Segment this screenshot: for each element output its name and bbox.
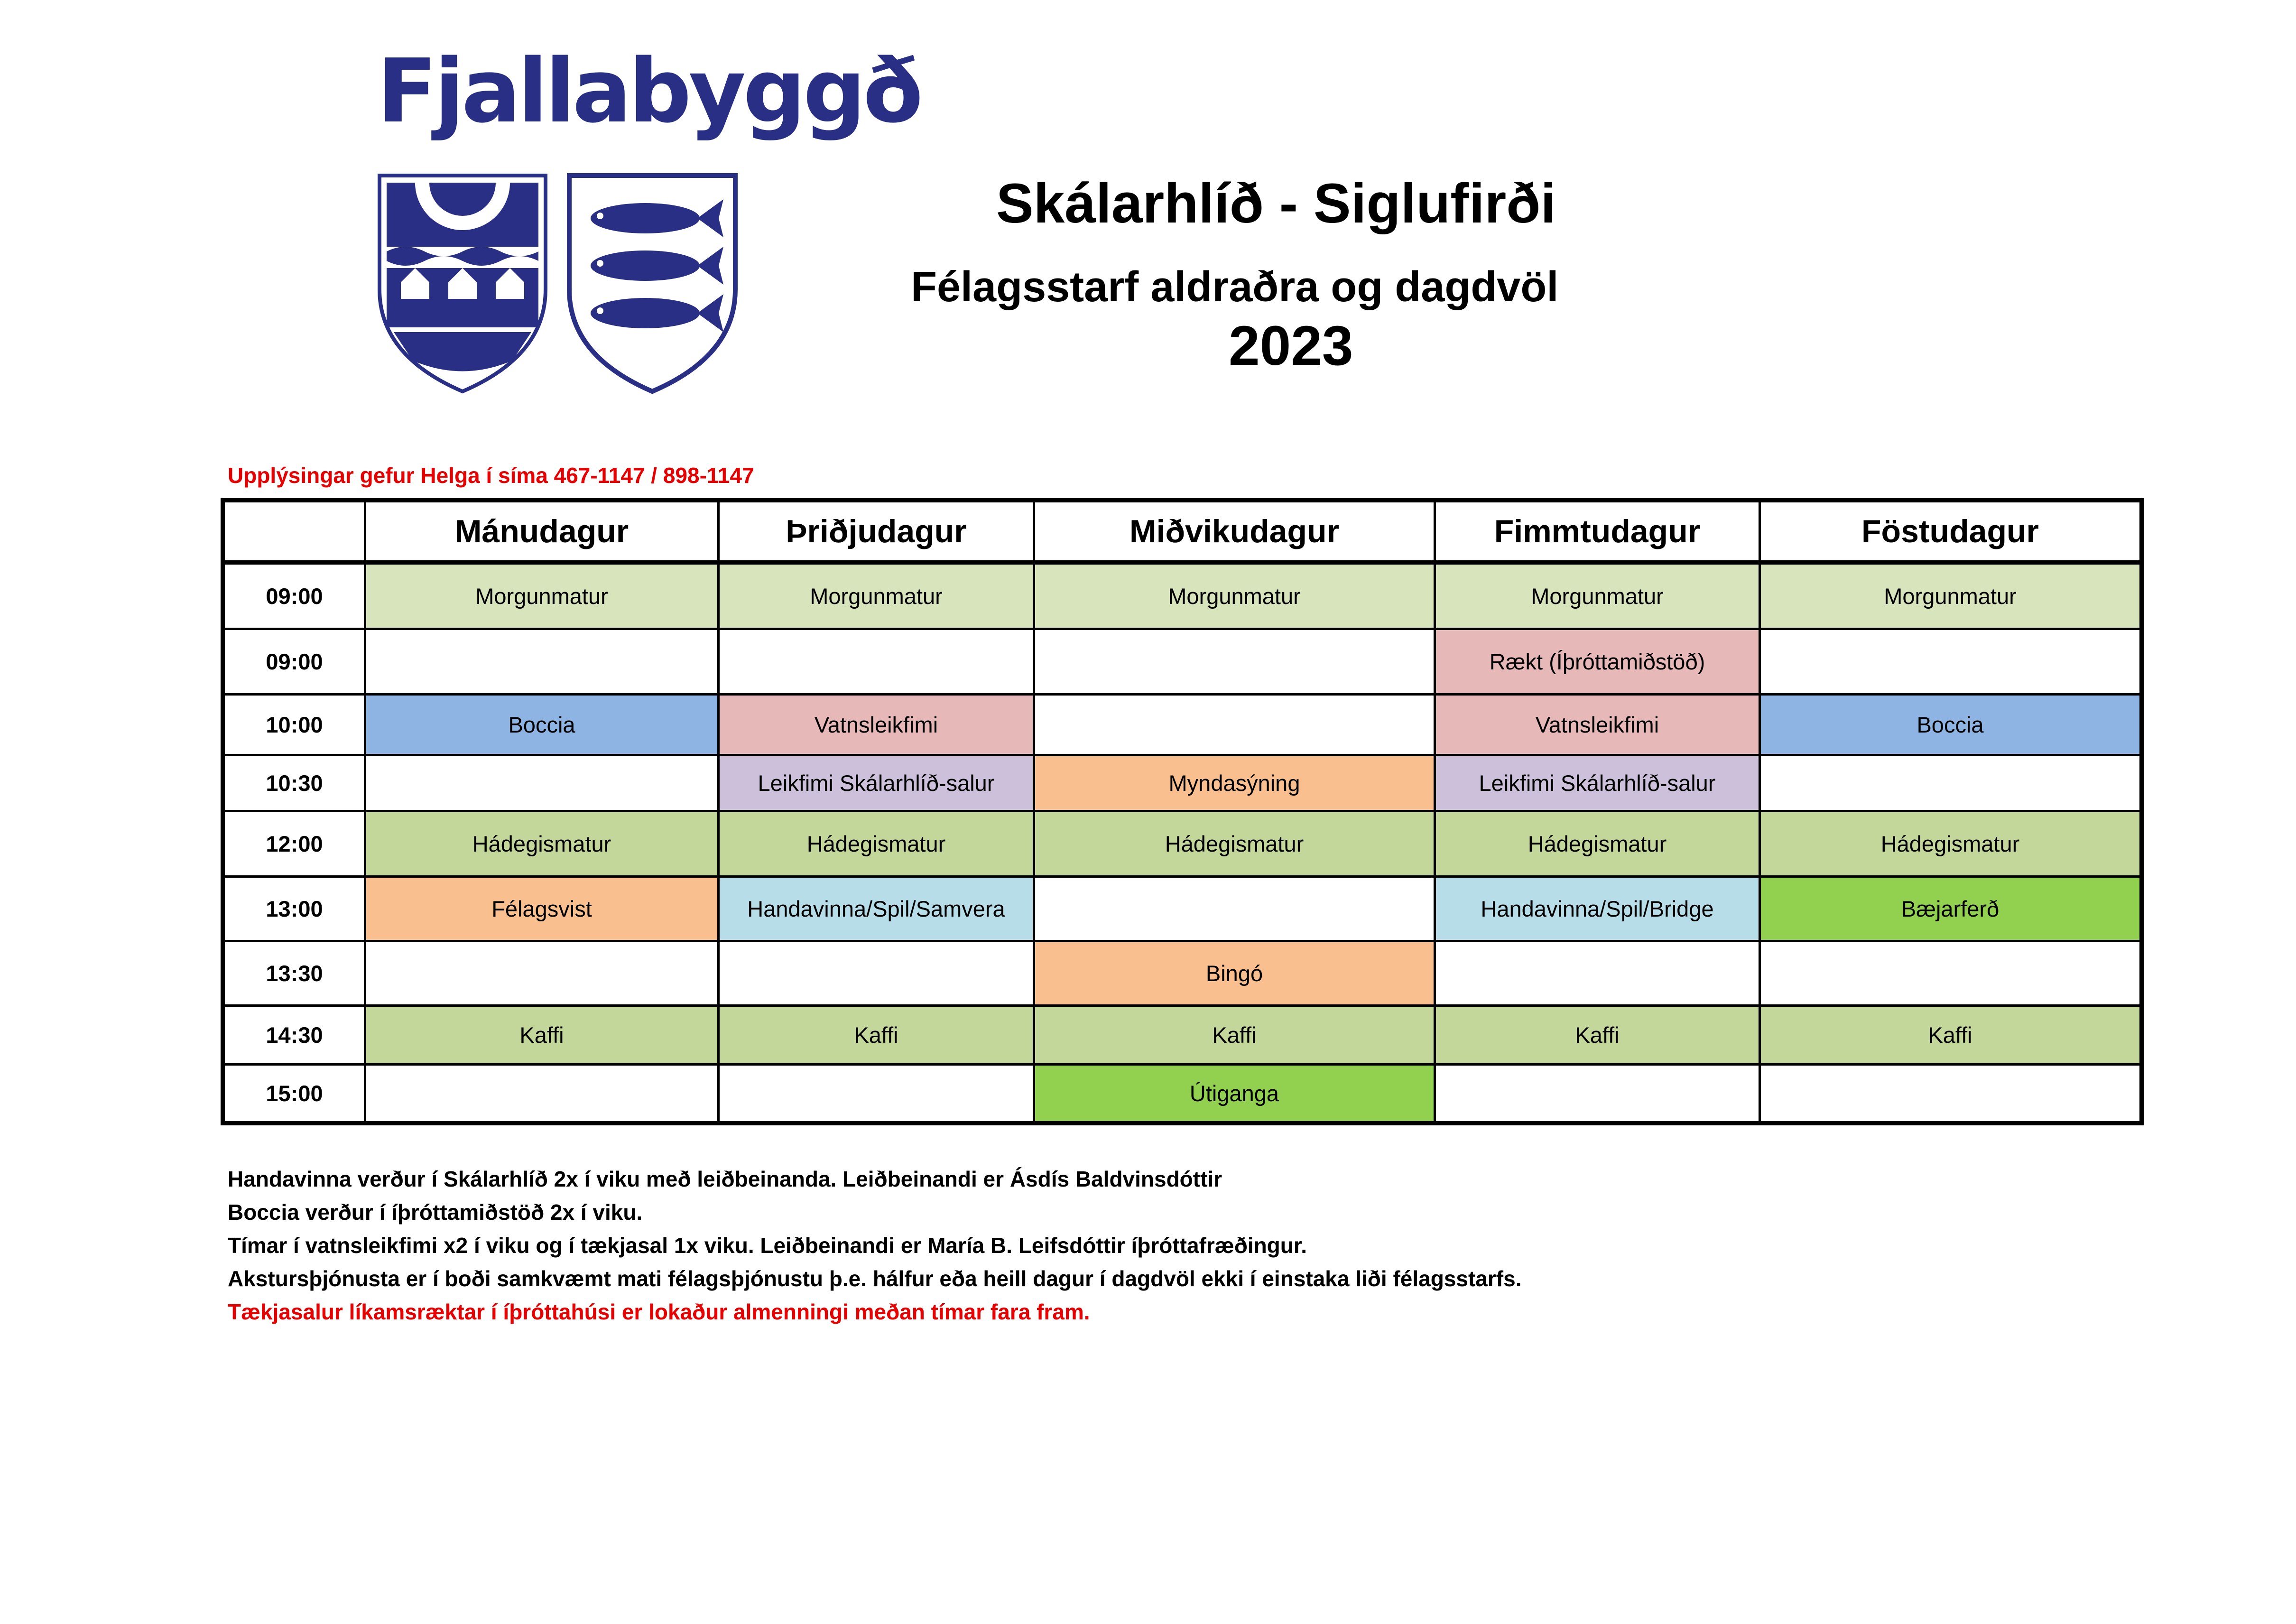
contact-info: Upplýsingar gefur Helga í síma 467-1147 / 898-1147 — [228, 463, 754, 488]
note-line: Handavinna verður í Skálarhlíð 2x í viku með leiðbeinanda. Leiðbeinandi er Ásdís Baldvinsdóttir — [228, 1167, 1222, 1191]
activity-cell: Boccia — [1760, 695, 2142, 755]
activity-cell: Morgunmatur — [719, 563, 1034, 629]
activity-cell — [365, 629, 719, 695]
time-cell: 15:00 — [223, 1065, 365, 1123]
activity-cell: Hádegismatur — [719, 811, 1034, 877]
header-day: Þriðjudagur — [719, 501, 1034, 563]
activity-cell: Hádegismatur — [365, 811, 719, 877]
notes — [228, 1162, 1521, 1328]
note-line: Tækjasalur líkamsræktar í íþróttahúsi er lokaður almenningi meðan tímar fara fram. — [228, 1299, 1090, 1324]
crest-left-icon — [380, 176, 546, 391]
activity-cell — [1760, 755, 2142, 811]
note-line: Akstursþjónusta er í boði samkvæmt mati félagsþjónustu þ.e. hálfur eða heill dagur í dagdvöl ekki í einstaka liði félagsstarfs. — [228, 1266, 1522, 1291]
note-line: Boccia verður í íþróttamiðstöð 2x í viku. — [228, 1200, 643, 1225]
time-cell: 13:30 — [223, 941, 365, 1006]
crest-right-fish-icon — [569, 176, 735, 391]
time-cell: 14:30 — [223, 1006, 365, 1065]
activity-cell: Kaffi — [719, 1006, 1034, 1065]
activity-cell: Handavinna/Spil/Bridge — [1435, 877, 1760, 941]
table-row — [223, 629, 2142, 695]
activity-cell — [365, 941, 719, 1006]
activity-cell: Myndasýning — [1034, 755, 1435, 811]
activity-cell: Vatnsleikfimi — [1435, 695, 1760, 755]
activity-cell — [1760, 629, 2142, 695]
activity-cell — [365, 755, 719, 811]
activity-cell: Hádegismatur — [1435, 811, 1760, 877]
activity-cell: Morgunmatur — [365, 563, 719, 629]
table-row — [223, 1006, 2142, 1065]
activity-cell — [719, 941, 1034, 1006]
page-subtitle: Félagsstarf aldraðra og dagdvöl — [911, 263, 1559, 311]
activity-cell: Bæjarferð — [1760, 877, 2142, 941]
activity-cell: Morgunmatur — [1760, 563, 2142, 629]
time-cell: 10:00 — [223, 695, 365, 755]
table-row — [223, 695, 2142, 755]
activity-cell: Hádegismatur — [1034, 811, 1435, 877]
activity-cell — [1034, 629, 1435, 695]
table-row — [223, 811, 2142, 877]
activity-cell: Útiganga — [1034, 1065, 1435, 1123]
activity-cell: Vatnsleikfimi — [719, 695, 1034, 755]
activity-cell: Morgunmatur — [1435, 563, 1760, 629]
schedule-body — [223, 563, 2142, 1123]
table-row — [223, 563, 2142, 629]
header-day: Fimmtudagur — [1435, 501, 1760, 563]
activity-cell — [365, 1065, 719, 1123]
schedule-table — [221, 498, 2144, 1125]
activity-cell: Leikfimi Skálarhlíð-salur — [1435, 755, 1760, 811]
page-year: 2023 — [1229, 315, 1353, 377]
activity-cell: Kaffi — [365, 1006, 719, 1065]
logo-wordmark: Fjallabyggð — [377, 40, 921, 142]
activity-cell — [1760, 1065, 2142, 1123]
header-day: Mánudagur — [365, 501, 719, 563]
activity-cell: Kaffi — [1034, 1006, 1435, 1065]
time-cell: 13:00 — [223, 877, 365, 941]
time-cell: 12:00 — [223, 811, 365, 877]
page-title: Skálarhlíð - Siglufirði — [996, 172, 1556, 235]
activity-cell: Hádegismatur — [1760, 811, 2142, 877]
table-row — [223, 1065, 2142, 1123]
activity-cell: Boccia — [365, 695, 719, 755]
activity-cell: Morgunmatur — [1034, 563, 1435, 629]
activity-cell: Kaffi — [1435, 1006, 1760, 1065]
activity-cell: Rækt (Íþróttamiðstöð) — [1435, 629, 1760, 695]
header-day: Föstudagur — [1760, 501, 2142, 563]
table-row — [223, 941, 2142, 1006]
activity-cell — [719, 629, 1034, 695]
crests — [375, 171, 745, 399]
activity-cell — [1034, 877, 1435, 941]
table-header-row — [223, 501, 2142, 563]
time-cell: 09:00 — [223, 563, 365, 629]
header-corner — [223, 501, 365, 563]
activity-cell — [1435, 1065, 1760, 1123]
activity-cell: Leikfimi Skálarhlíð-salur — [719, 755, 1034, 811]
activity-cell — [1034, 695, 1435, 755]
time-cell: 10:30 — [223, 755, 365, 811]
table-row — [223, 755, 2142, 811]
activity-cell: Handavinna/Spil/Samvera — [719, 877, 1034, 941]
time-cell: 09:00 — [223, 629, 365, 695]
note-line: Tímar í vatnsleikfimi x2 í viku og í tækjasal 1x viku. Leiðbeinandi er María B. Leifsdóttir íþróttafræðingur. — [228, 1233, 1307, 1258]
activity-cell: Bingó — [1034, 941, 1435, 1006]
activity-cell — [1760, 941, 2142, 1006]
activity-cell: Félagsvist — [365, 877, 719, 941]
activity-cell — [1435, 941, 1760, 1006]
header-day: Miðvikudagur — [1034, 501, 1435, 563]
table-row — [223, 877, 2142, 941]
activity-cell: Kaffi — [1760, 1006, 2142, 1065]
activity-cell — [719, 1065, 1034, 1123]
